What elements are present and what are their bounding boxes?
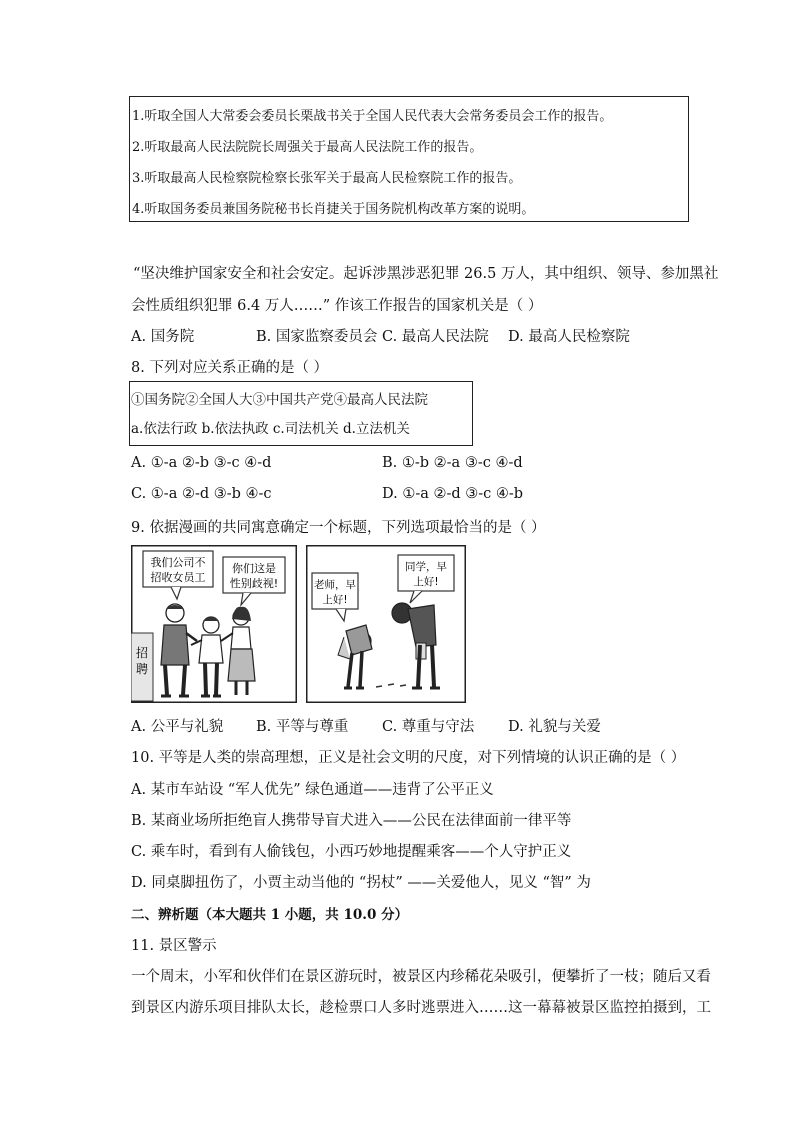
q7-option-a[interactable]: A. 国务院	[131, 329, 195, 345]
q8-option-c[interactable]: C. ①-a ②-d ③-b ④-c	[131, 486, 272, 502]
q8-box-line1: ①国务院②全国人大③中国共产党④最高人民法院	[131, 392, 428, 408]
q7-option-d[interactable]: D. 最高人民检察院	[508, 329, 630, 345]
q7-stem-line2: 会性质组织犯罪 6.4 万人……” 作该工作报告的国家机关是（ ）	[131, 298, 543, 314]
recruit-sign-char2: 聘	[135, 662, 149, 676]
comic1-bubble2-line2: 性别歧视!	[229, 577, 279, 590]
q10-option-a[interactable]: A. 某市车站设 “军人优先” 绿色通道——违背了公平正义	[131, 782, 494, 798]
recruit-sign-char1: 招	[135, 646, 149, 660]
comic2-bubble1-line1: 老师，早	[314, 579, 356, 591]
q9-option-a[interactable]: A. 公平与礼貌	[131, 719, 224, 735]
agenda-box	[129, 96, 689, 222]
q7-option-b[interactable]: B. 国家监察委员会	[256, 329, 378, 345]
q8-option-a[interactable]: A. ①-a ②-b ③-c ④-d	[131, 455, 272, 471]
q8-option-b[interactable]: B. ①-b ②-a ③-c ④-d	[382, 455, 523, 471]
q11-line1: 一个周末，小军和伙伴们在景区游玩时，被景区内珍稀花朵吸引，便攀折了一枝；随后又看	[131, 969, 711, 985]
agenda-line-3: 3.听取最高人民检察院检察长张军关于最高人民检察院工作的报告。	[132, 171, 522, 186]
q9-option-b[interactable]: B. 平等与尊重	[256, 719, 349, 735]
comic1-bubble1-line2: 招收女员工	[150, 571, 206, 584]
q8-stem: 8. 下列对应关系正确的是（ ）	[131, 360, 329, 376]
comic-panel-mutual-respect	[306, 545, 466, 703]
agenda-line-4: 4.听取国务委员兼国务院秘书长肖捷关于国务院机构改革方案的说明。	[132, 202, 535, 217]
q7-option-c[interactable]: C. 最高人民法院	[382, 329, 489, 345]
comic2-bubble2-line2: 上好!	[413, 576, 439, 588]
q9-stem: 9. 依据漫画的共同寓意确定一个标题，下列选项最恰当的是（ ）	[131, 520, 546, 536]
comic1-bubble2-line1: 你们这是	[232, 562, 276, 575]
q10-option-c[interactable]: C. 乘车时，看到有人偷钱包，小西巧妙地提醒乘客——个人守护正义	[131, 844, 572, 860]
q10-option-b[interactable]: B. 某商业场所拒绝盲人携带导盲犬进入——公民在法律面前一律平等	[131, 813, 572, 829]
q9-option-c[interactable]: C. 尊重与守法	[382, 719, 475, 735]
q8-box-line2: a.依法行政 b.依法执政 c.司法机关 d.立法机关	[131, 421, 410, 437]
q11-title: 11. 景区警示	[131, 938, 217, 954]
section2-heading: 二、辨析题（本大题共 1 小题，共 10.0 分）	[131, 907, 409, 923]
agenda-line-2: 2.听取最高人民法院院长周强关于最高人民法院工作的报告。	[132, 140, 483, 155]
comic2-bubble1-line2: 上好!	[322, 594, 348, 606]
q8-option-d[interactable]: D. ①-a ②-d ③-c ④-b	[382, 486, 524, 502]
comic1-bubble1-line1: 我们公司不	[150, 556, 206, 569]
q10-stem: 10. 平等是人类的崇高理想，正义是社会文明的尺度，对下列情境的认识正确的是（ ）	[131, 750, 686, 766]
q8-box	[129, 381, 473, 446]
q9-option-d[interactable]: D. 礼貌与关爱	[508, 719, 601, 735]
comic-panel-gender-discrimination	[131, 545, 297, 703]
q11-line2: 到景区内游乐项目排队太长，趁检票口人多时逃票进入……这一幕幕被景区监控拍摄到，工	[131, 1000, 711, 1016]
q10-option-d[interactable]: D. 同桌脚扭伤了，小贾主动当他的 “拐杖” ——关爱他人，见义 “智” 为	[131, 875, 591, 891]
agenda-line-1: 1.听取全国人大常委会委员长栗战书关于全国人民代表大会常务委员会工作的报告。	[132, 109, 613, 124]
q7-stem-line1: “坚决维护国家安全和社会安定。起诉涉黑涉恶犯罪 26.5 万人，其中组织、领导、参加黑社	[133, 266, 719, 282]
comic2-bubble2-line1: 同学，早	[405, 561, 447, 573]
